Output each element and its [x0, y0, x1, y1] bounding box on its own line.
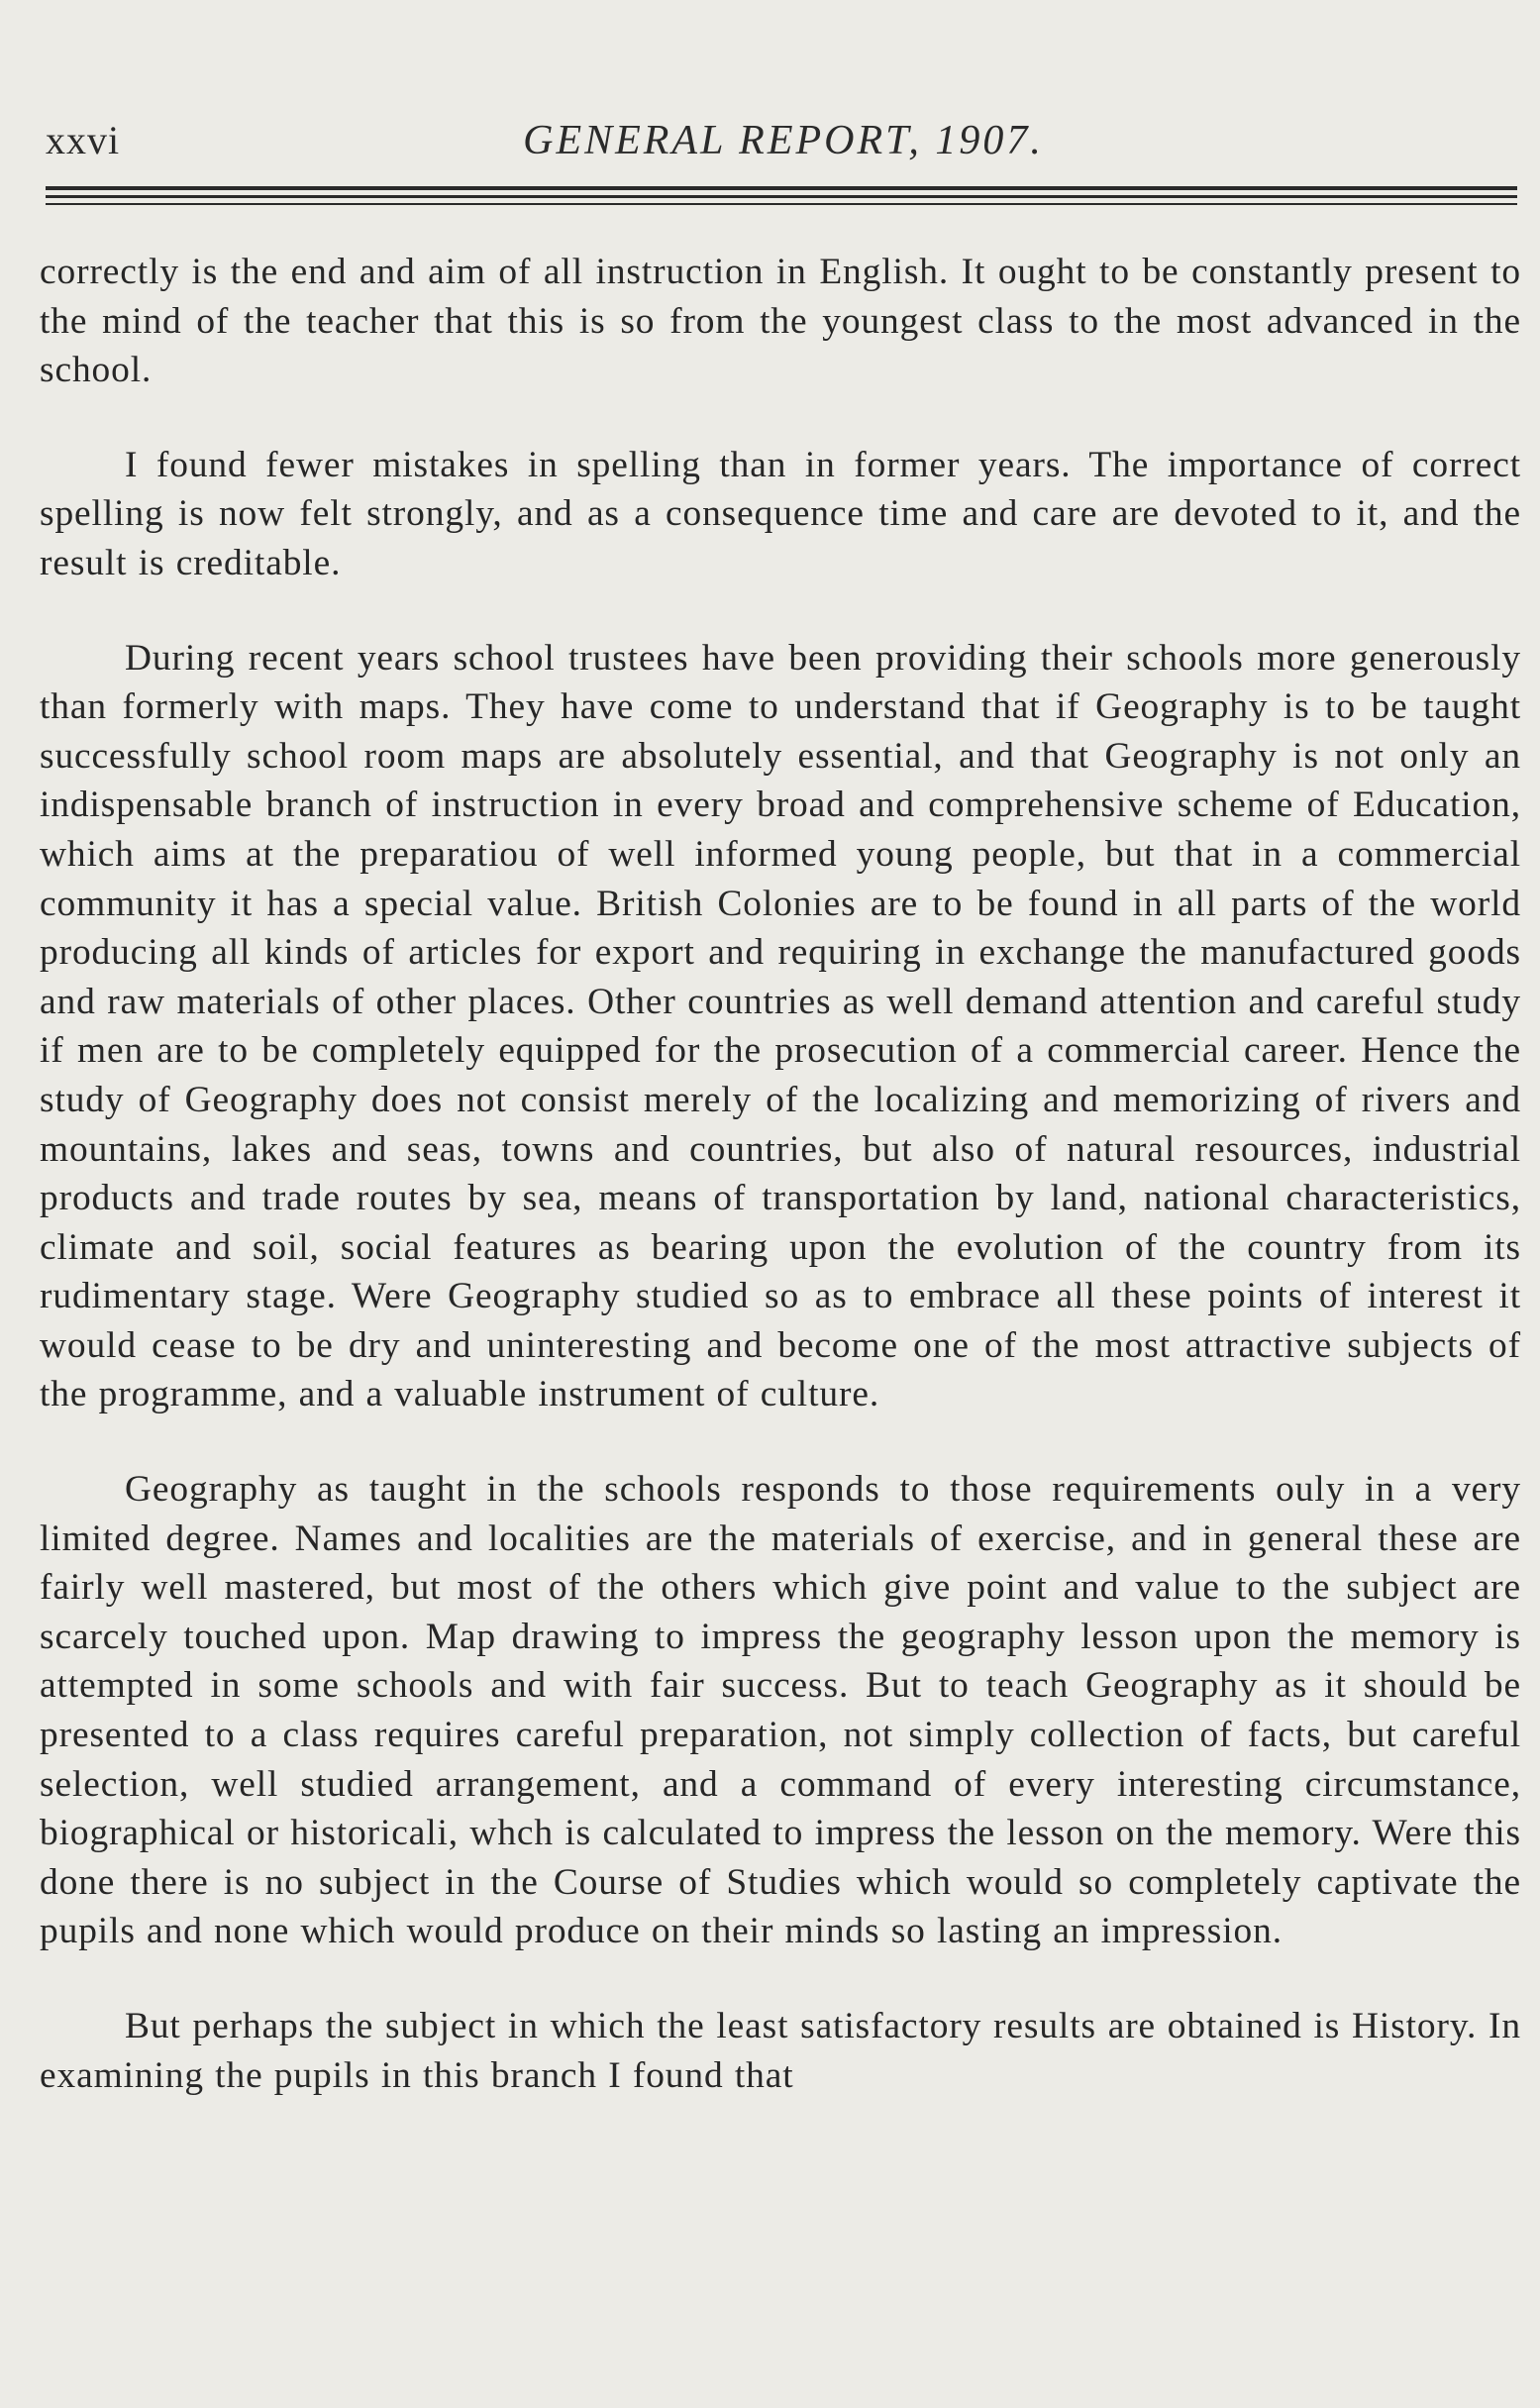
page-header — [46, 117, 1521, 176]
running-title: GENERAL REPORT, 1907. — [523, 118, 1044, 163]
paragraph-spelling: I found fewer mistakes in spelling than in former years. The importance of correct spelling is now felt strongly, and as a consequence time and care are devoted to it, and the result is creditable. — [40, 444, 1521, 583]
paragraph-continued: correctly is the end and aim of all instruction in English. It ought to be constantly present to the mind of the teacher that this is so from the youngest class to the most advanced in the school. — [40, 252, 1521, 391]
body-text — [40, 248, 1521, 2100]
header-rule — [46, 203, 1517, 205]
paragraph-geography-teaching: Geography as taught in the schools responds to those requirements ouly in a very limited degree. Names and localities are the materials of exercise, and in general these are fairly well mastered, but most of the others which give point and value to the subject are scarcely touched upon. Map drawing to impress the geography lesson upon the memory is attempted in some schools and with fair success. But to teach Geography as it should be presented to a class requires careful preparation, not simply collection of facts, but careful selection, well studied arrangement, and a command of every interesting circumstance, biographical or historicali, whch is calculated to impress the lesson on the memory. Were this done there is no subject in the Course of Studies which would so completely captivate the pupils and none which would produce on their minds so lasting an impression. — [40, 1469, 1521, 1952]
header-rule — [46, 186, 1517, 190]
page-number: xxvi — [46, 118, 121, 162]
paragraph-maps: During recent years school trustees have been providing their schools more generously than formerly with maps. They have come to understand that if Geography is to be taught successfully school room maps are absolutely essential, and that Geography is not only an indispensable branch of instruction in every broad and comprehensive scheme of Education, which aims at the preparatiou of well informed young people, but that in a commercial community it has a special value. British Colonies are to be found in all parts of the world producing all kinds of articles for export and requiring in exchange the manufactured goods and raw materials of other places. Other countries as well demand attention and careful study if men are to be completely equipped for the prosecution of a commercial career. Hence the study of Geography does not consist merely of the localizing and memorizing of rivers and mountains, lakes and seas, towns and countries, but also of natural resources, industrial products and trade routes by sea, means of transportation by land, national characteristics, climate and soil, social features as bearing upon the evolution of the country from its rudimentary stage. Were Geography studied so as to embrace all these points of interest it would cease to be dry and uninteresting and become one of the most attractive subjects of the programme, and a valuable instrument of culture. — [40, 637, 1521, 1415]
paragraph-history: But perhaps the subject in which the least satisfactory results are obtained is History. In examining the pupils in this branch I found that — [40, 2006, 1521, 2096]
header-rule — [46, 195, 1517, 198]
